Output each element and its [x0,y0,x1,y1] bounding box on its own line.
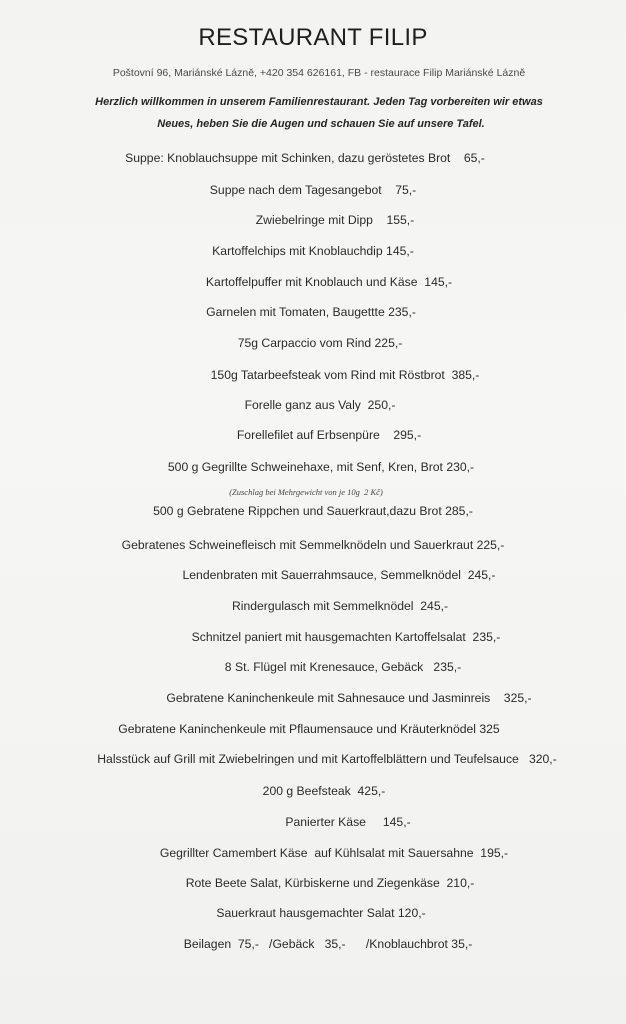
menu-item: Gegrillter Camembert Käse auf Kühlsalat mit Sauersahne 195,- [159,846,509,860]
menu-item: Beilagen 75,- /Gebäck 35,- /Knoblauchbrot 35,- [183,937,473,951]
menu-item: Forellefilet auf Erbsenpüre 295,- [236,428,422,442]
menu-item: Kartoffelpuffer mit Knoblauch und Käse 145,- [205,275,453,289]
menu-item: Halsstück auf Grill mit Zwiebelringen und mit Kartoffelblättern und Teufelsauce 320,- [97,752,557,766]
menu-item: Panierter Käse 145,- [285,815,411,829]
menu-item: 8 St. Flügel mit Krenesauce, Gebäck 235,- [224,660,462,674]
menu-item: Rindergulasch mit Semmelknödel 245,- [231,599,449,613]
menu-item: Sauerkraut hausgemachter Salat 120,- [216,906,426,920]
welcome-text-line-2: Neues, heben Sie die Augen und schauen Sie auf unsere Tafel. [157,118,485,130]
restaurant-address: Poštovní 96, Mariánské Lázně, +420 354 626161, FB - restaurace Filip Mariánské Lázně [112,67,526,79]
menu-item: Suppe nach dem Tagesangebot 75,- [209,183,417,197]
menu-item: Garnelen mit Tomaten, Baugettte 235,- [206,305,416,319]
menu-item: 500 g Gegrillte Schweinehaxe, mit Senf, Kren, Brot 230,- [167,460,475,474]
menu-item: Lendenbraten mit Sauerrahmsauce, Semmelknödel 245,- [182,568,496,582]
menu-item: Rote Beete Salat, Kürbiskerne und Ziegenkäse 210,- [185,876,475,890]
menu-item: 75g Carpaccio vom Rind 225,- [237,336,403,350]
menu-item: Suppe: Knoblauchsuppe mit Schinken, dazu geröstetes Brot 65,- [125,151,485,165]
menu-item: Forelle ganz aus Valy 250,- [244,398,396,412]
menu-item: 500 g Gebratene Rippchen und Sauerkraut,dazu Brot 285,- [153,504,473,518]
menu-item: Gebratene Kaninchenkeule mit Pflaumensauce und Kräuterknödel 325 [118,722,500,736]
surcharge-note: (Zuschlag bei Mehrgewicht von je 10g 2 Kč) [229,487,383,497]
menu-item: Schnitzel paniert mit hausgemachten Kartoffelsalat 235,- [191,630,501,644]
menu-item: Gebratenes Schweinefleisch mit Semmelknödeln und Sauerkraut 225,- [121,538,505,552]
welcome-text-line-1: Herzlich willkommen in unserem Familienrestaurant. Jeden Tag vorbereiten wir etwas [95,96,543,108]
menu-item: Kartoffelchips mit Knoblauchdip 145,- [212,244,414,258]
menu-item: Gebratene Kaninchenkeule mit Sahnesauce und Jasminreis 325,- [166,691,532,705]
menu-item: 150g Tatarbeefsteak vom Rind mit Röstbrot 385,- [210,368,480,382]
restaurant-title: RESTAURANT FILIP [198,24,428,51]
menu-item: Zwiebelringe mit Dipp 155,- [255,213,415,227]
menu-item: 200 g Beefsteak 425,- [262,784,386,798]
